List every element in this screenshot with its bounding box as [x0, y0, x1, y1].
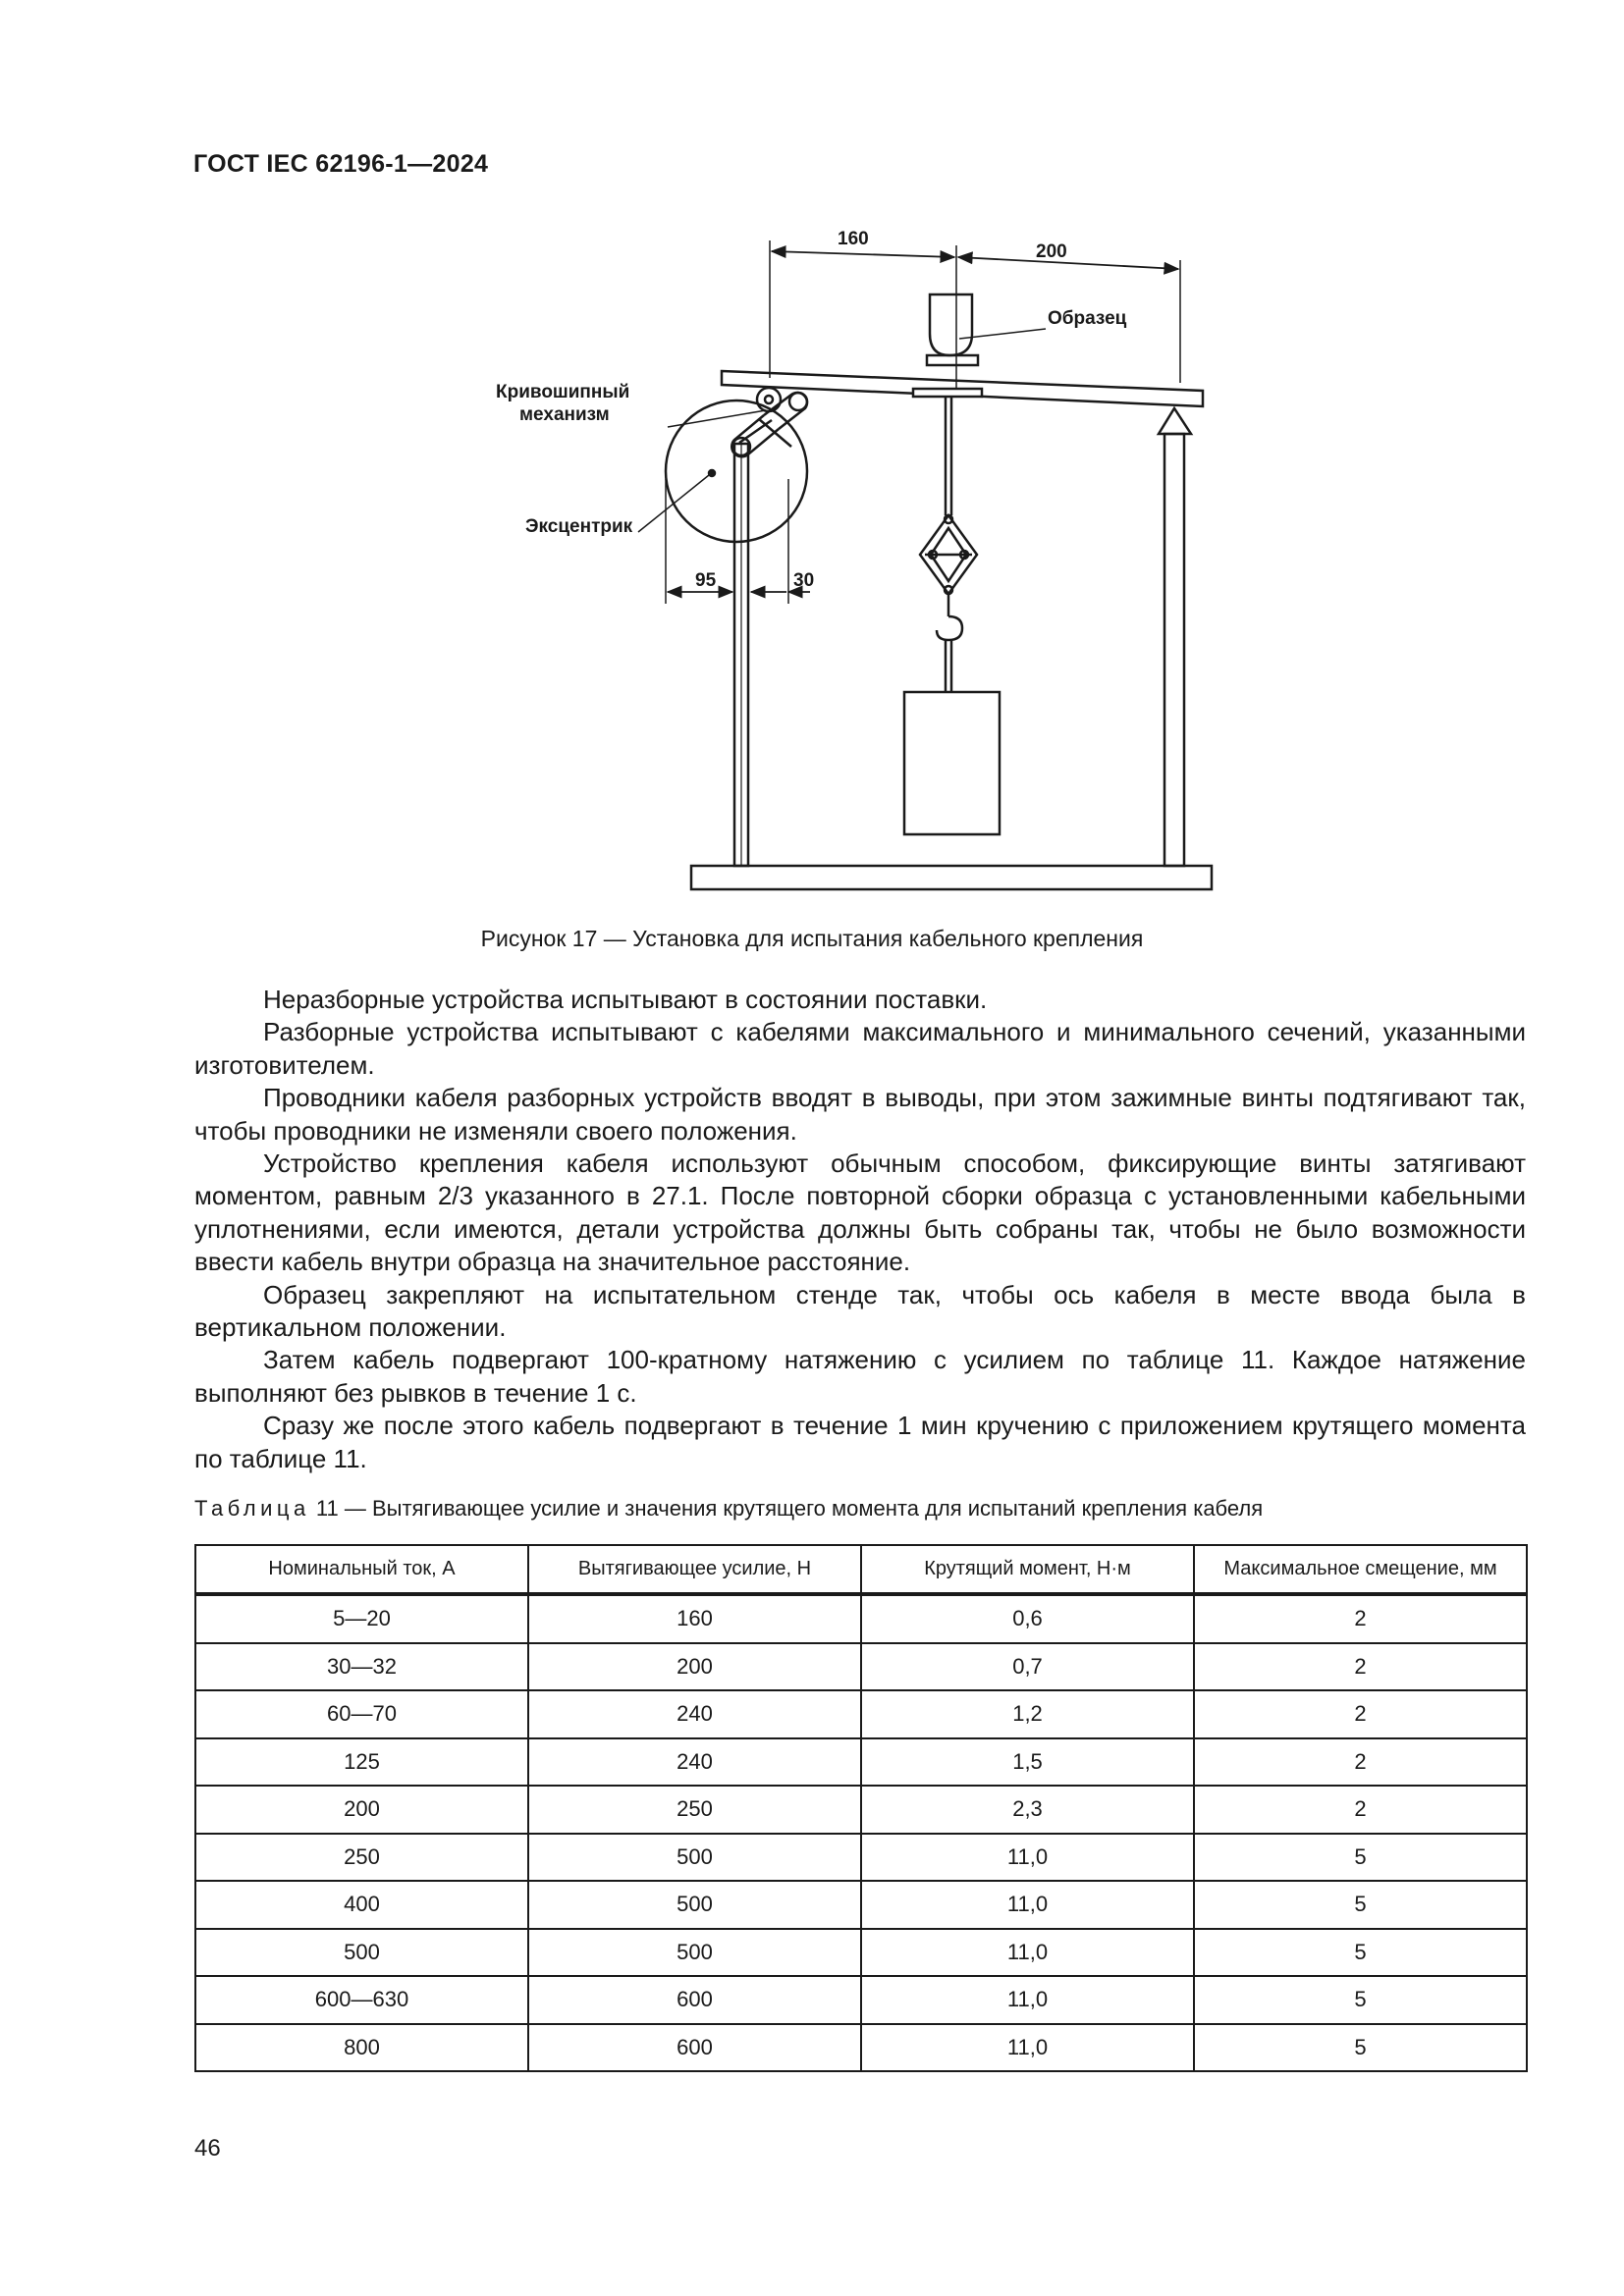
header-max-displacement: Максимальное смещение, мм	[1194, 1545, 1527, 1594]
cell-displacement: 2	[1194, 1594, 1527, 1643]
test-weight	[904, 692, 1000, 834]
cell-current: 200	[195, 1786, 528, 1834]
cell-torque: 11,0	[861, 1881, 1194, 1929]
table-row	[195, 1594, 1527, 1643]
cell-current: 250	[195, 1834, 528, 1882]
cell-force: 600	[528, 2024, 861, 2072]
table-row	[195, 1929, 1527, 1977]
cell-torque: 0,7	[861, 1643, 1194, 1691]
cell-force: 600	[528, 1976, 861, 2024]
dimension-label-160: 160	[838, 229, 869, 249]
crank-label-line2: механизм	[519, 404, 610, 425]
cell-displacement: 2	[1194, 1643, 1527, 1691]
page-number: 46	[194, 2135, 221, 2162]
cell-torque: 11,0	[861, 2024, 1194, 2072]
cell-force: 250	[528, 1786, 861, 1834]
paragraph: Образец закрепляют на испытательном стенде так, чтобы ось кабеля в месте ввода была в вертикальном положении.	[194, 1279, 1526, 1343]
cell-current: 125	[195, 1738, 528, 1787]
header-torque: Крутящий момент, Н·м	[861, 1545, 1194, 1594]
table-11	[194, 1544, 1528, 2072]
cell-current: 600—630	[195, 1976, 528, 2024]
cell-displacement: 2	[1194, 1786, 1527, 1834]
dimension-label-200: 200	[1036, 241, 1067, 262]
table-row	[195, 1834, 1527, 1882]
cell-displacement: 5	[1194, 1929, 1527, 1977]
paragraph: Проводники кабеля разборных устройств вводят в выводы, при этом зажимные винты подтягивают так, чтобы проводники не изменяли своего положения.	[194, 1083, 1526, 1146]
cell-current: 800	[195, 2024, 528, 2072]
cell-torque: 11,0	[861, 1929, 1194, 1977]
table-header-row	[195, 1545, 1527, 1594]
dimension-label-95: 95	[695, 570, 717, 591]
eccentric-disc	[638, 400, 807, 542]
paragraph: Устройство крепления кабеля используют обычным способом, фиксирующие винты затягивают моментом, равным 2/3 указанного в 27.1. После повторной сборки образца с установленными кабельными уплотнениями, если имеются, детали устройства должны быть собраны так, чтобы не было возможности ввести кабель внутри образца на значительное расстояние.	[194, 1148, 1526, 1277]
cell-force: 240	[528, 1738, 861, 1787]
table-row	[195, 1976, 1527, 2024]
eccentric-label: Эксцентрик	[525, 516, 633, 537]
left-column	[734, 444, 748, 866]
body-text	[194, 984, 1526, 1475]
crank-label-line1: Кривошипный	[496, 382, 630, 402]
table-row	[195, 2024, 1527, 2072]
paragraph: Затем кабель подвергают 100-кратному натяжению с усилием по таблице 11. Каждое натяжение выполняют без рывков в течение 1 с.	[194, 1345, 1526, 1408]
apparatus-drawing	[471, 216, 1237, 893]
cell-displacement: 2	[1194, 1738, 1527, 1787]
cell-displacement: 2	[1194, 1690, 1527, 1738]
lever-beam	[722, 371, 1203, 406]
cell-displacement: 5	[1194, 2024, 1527, 2072]
cell-torque: 11,0	[861, 1976, 1194, 2024]
specimen-shape	[927, 294, 1046, 365]
table-row	[195, 1690, 1527, 1738]
cell-torque: 1,2	[861, 1690, 1194, 1738]
cell-current: 30—32	[195, 1643, 528, 1691]
right-support	[1159, 408, 1191, 866]
cell-displacement: 5	[1194, 1976, 1527, 2024]
cable-rod	[946, 397, 951, 515]
cell-torque: 1,5	[861, 1738, 1194, 1787]
table-caption-text: 11 — Вытягивающее усилие и значения крутящего момента для испытаний крепления кабеля	[315, 1496, 1264, 1521]
header-pull-force: Вытягивающее усилие, Н	[528, 1545, 861, 1594]
table-caption-word: Таблица	[194, 1496, 310, 1521]
table-row	[195, 1786, 1527, 1834]
cable-clamp	[920, 515, 977, 594]
cell-force: 240	[528, 1690, 861, 1738]
cell-displacement: 5	[1194, 1881, 1527, 1929]
cell-force: 500	[528, 1929, 861, 1977]
cell-current: 500	[195, 1929, 528, 1977]
cell-current: 400	[195, 1881, 528, 1929]
specimen-label: Образец	[1048, 308, 1127, 329]
cell-displacement: 5	[1194, 1834, 1527, 1882]
figure-17-test-apparatus	[471, 216, 1237, 893]
cell-current: 5—20	[195, 1594, 528, 1643]
table-row	[195, 1643, 1527, 1691]
figure-caption: Рисунок 17 — Установка для испытания кабельного крепления	[480, 926, 1144, 951]
cell-torque: 11,0	[861, 1834, 1194, 1882]
document-header: ГОСТ IEC 62196-1—2024	[193, 150, 489, 178]
paragraph: Сразу же после этого кабель подвергают в течение 1 мин кручению с приложением крутящего момента по таблице 11.	[194, 1411, 1526, 1473]
base-plate	[691, 866, 1212, 889]
cell-force: 500	[528, 1834, 861, 1882]
table-row	[195, 1881, 1527, 1929]
header-rated-current: Номинальный ток, А	[195, 1545, 528, 1594]
cell-force: 160	[528, 1594, 861, 1643]
table-row	[195, 1738, 1527, 1787]
cell-current: 60—70	[195, 1690, 528, 1738]
table-caption	[194, 1496, 1263, 1522]
paragraph: Неразборные устройства испытывают в состоянии поставки.	[263, 985, 988, 1014]
cell-torque: 2,3	[861, 1786, 1194, 1834]
cell-force: 200	[528, 1643, 861, 1691]
cell-torque: 0,6	[861, 1594, 1194, 1643]
paragraph: Разборные устройства испытывают с кабелями максимального и минимального сечений, указанными изготовителем.	[194, 1017, 1526, 1080]
hook	[937, 594, 962, 692]
dimension-label-30: 30	[793, 570, 815, 591]
cell-force: 500	[528, 1881, 861, 1929]
